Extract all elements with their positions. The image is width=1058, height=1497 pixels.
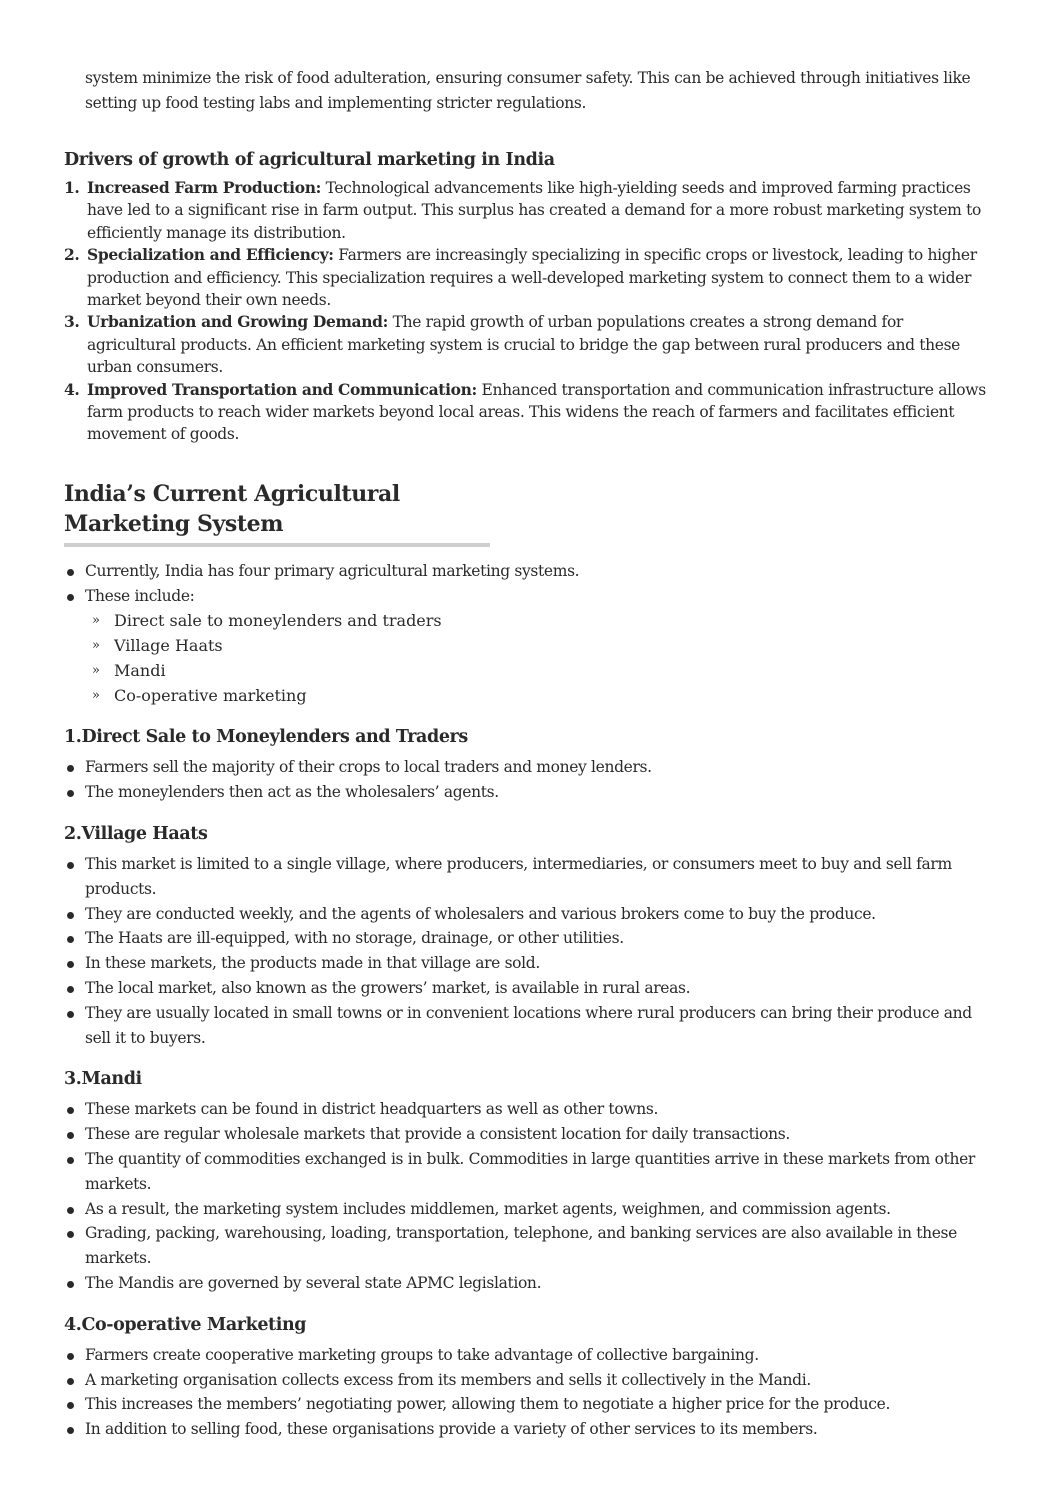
sub-item (85, 608, 994, 633)
bullet-text: Currently, India has four primary agricultural marketing systems. (85, 561, 580, 580)
document-page (64, 66, 994, 1442)
driver-item (64, 244, 994, 311)
bullet-text: The moneylenders then act as the wholesalers’ agents. (85, 783, 499, 802)
driver-item (64, 379, 994, 446)
subsection-heading: 3.Mandi (64, 1069, 142, 1090)
bullet-icon (67, 1207, 74, 1214)
item-number: 3. (64, 312, 80, 332)
bullet-item (64, 1417, 994, 1442)
bullet-text: These include: (85, 586, 195, 605)
bullet-text: They are conducted weekly, and the agents of wholesalers and various brokers come to buy the produce. (85, 904, 876, 923)
sub-item (85, 683, 994, 708)
bullet-text: Farmers sell the majority of their crops to local traders and money lenders. (85, 758, 652, 777)
bullet-icon (67, 790, 74, 797)
bullet-text: These markets can be found in district headquarters as well as other towns. (85, 1100, 659, 1119)
bullet-text: These are regular wholesale markets that provide a consistent location for daily transactions. (85, 1125, 790, 1144)
bullet-item (64, 1221, 994, 1271)
bullet-item (64, 902, 994, 927)
sub-item (85, 658, 994, 683)
bullet-icon (67, 1402, 74, 1409)
bullet-item (64, 780, 994, 805)
bullet-item (64, 1343, 994, 1368)
section-heading-underline (64, 479, 490, 547)
bullet-item (64, 1197, 994, 1222)
bullet-item (64, 1122, 994, 1147)
bullet-icon (67, 986, 74, 993)
item-text: The rapid growth of urban populations creates a strong demand for agricultural products. An efficient marketing system is crucial to bridge the gap between rural producers and these urban consumers. (87, 313, 961, 377)
sub-item (85, 633, 994, 658)
item-text: Technological advancements like high-yielding seeds and improved farming practices have led to a significant rise in farm output. This surplus has created a demand for a more robust marketing system to efficiently manage its distribution. (87, 179, 981, 242)
bullet-item (64, 976, 994, 1001)
subsection (64, 821, 994, 1050)
bullet-icon (67, 936, 74, 943)
bullet-item (64, 926, 994, 951)
subsection (64, 1312, 994, 1442)
subsection-bullets (64, 1343, 994, 1442)
bullet-icon (67, 765, 74, 772)
bullet-item (64, 1001, 994, 1051)
bullet-icon (67, 912, 74, 919)
bullet-text: Farmers create cooperative marketing groups to take advantage of collective bargaining. (85, 1345, 759, 1364)
chevron-right-icon: » (92, 688, 100, 704)
bullet-text: This increases the members’ negotiating power, allowing them to negotiate a higher price for the produce. (85, 1395, 891, 1414)
sub-item-text: Co-operative marketing (114, 686, 307, 706)
bullet-item (64, 584, 994, 609)
bullet-text: The local market, also known as the growers’ market, is available in rural areas. (85, 979, 691, 998)
sub-item-text: Mandi (114, 661, 166, 681)
bullet-icon (67, 569, 74, 576)
bullet-text: This market is limited to a single village, where producers, intermediaries, or consumers meet to buy and sell farm products. (85, 855, 952, 898)
subsection (64, 724, 994, 805)
bullet-item (64, 1392, 994, 1417)
bullet-item (64, 1147, 994, 1197)
sub-list (64, 608, 994, 708)
intro-paragraph: system minimize the risk of food adulteration, ensuring consumer safety. This can be achieved through initiatives like setting up food testing labs and implementing stricter regulations. (85, 69, 971, 112)
bullet-text: A marketing organisation collects excess from its members and sells it collectively in the Mandi. (85, 1370, 811, 1389)
subsection-heading: 4.Co-operative Marketing (64, 1314, 307, 1335)
bullet-text: The Haats are ill-equipped, with no storage, drainage, or other utilities. (85, 929, 624, 948)
drivers-list (64, 177, 994, 446)
current-system-list (64, 559, 994, 709)
bullet-icon (67, 862, 74, 869)
bullet-icon (67, 594, 74, 601)
drivers-heading: Drivers of growth of agricultural marketing in India (64, 150, 555, 170)
subsection-heading: 1.Direct Sale to Moneylenders and Traders (64, 727, 468, 748)
subsection-bullets (64, 1097, 994, 1295)
bullet-text: As a result, the marketing system includes middlemen, market agents, weighmen, and commission agents. (85, 1199, 891, 1218)
sub-item-text: Village Haats (114, 636, 223, 656)
item-title: Urbanization and Growing Demand: (87, 312, 389, 332)
bullet-icon (67, 1378, 74, 1385)
subsection (64, 1066, 994, 1295)
subsection-bullets (64, 852, 994, 1050)
bullet-item (64, 755, 994, 780)
chevron-right-icon: » (92, 638, 100, 654)
current-system-heading: India’s Current Agricultural Marketing System (64, 480, 400, 537)
item-number: 4. (64, 379, 80, 399)
bullet-icon (67, 1132, 74, 1139)
item-text: Farmers are increasingly specializing in specific crops or livestock, leading to higher production and efficiency. This specialization requires a well-developed marketing system to connect them to a wider market beyond their own needs. (87, 246, 977, 310)
bullet-text: Grading, packing, warehousing, loading, transportation, telephone, and banking services are also available in these markets. (85, 1224, 957, 1268)
bullet-item (64, 559, 994, 584)
bullet-item (64, 852, 994, 902)
sub-item-text: Direct sale to moneylenders and traders (114, 611, 442, 631)
bullet-text: The quantity of commodities exchanged is in bulk. Commodities in large quantities arrive in these markets from other markets. (85, 1150, 975, 1193)
item-number: 1. (64, 178, 80, 197)
bullet-text: In addition to selling food, these organisations provide a variety of other services to its members. (85, 1420, 818, 1439)
bullet-item (64, 1368, 994, 1393)
item-title: Increased Farm Production: (87, 178, 321, 197)
bullet-icon (67, 1281, 74, 1288)
chevron-right-icon: » (92, 663, 100, 679)
bullet-item (64, 1271, 994, 1296)
bullet-icon (67, 1231, 74, 1238)
bullet-text: The Mandis are governed by several state APMC legislation. (85, 1274, 542, 1293)
bullet-icon (67, 1353, 74, 1360)
bullet-icon (67, 1011, 74, 1018)
chevron-right-icon: » (92, 613, 100, 629)
driver-item (64, 311, 994, 378)
bullet-item (64, 1097, 994, 1122)
bullet-item (64, 951, 994, 976)
item-title: Improved Transportation and Communication: (87, 379, 477, 399)
subsection-heading: 2.Village Haats (64, 824, 208, 845)
item-title: Specialization and Efficiency: (87, 245, 334, 265)
driver-item (64, 177, 994, 244)
subsection-bullets (64, 755, 994, 805)
bullet-icon (67, 1157, 74, 1164)
bullet-icon (67, 961, 74, 968)
bullet-text: They are usually located in small towns or in convenient locations where rural producers can bring their produce and sell it to buyers. (85, 1003, 972, 1047)
bullet-icon (67, 1107, 74, 1114)
item-text: Enhanced transportation and communication infrastructure allows farm products to reach wider markets beyond local areas. This widens the reach of farmers and facilitates efficient movement of goods. (87, 380, 986, 444)
item-number: 2. (64, 245, 80, 265)
bullet-text: In these markets, the products made in that village are sold. (85, 954, 540, 973)
bullet-icon (67, 1427, 74, 1434)
